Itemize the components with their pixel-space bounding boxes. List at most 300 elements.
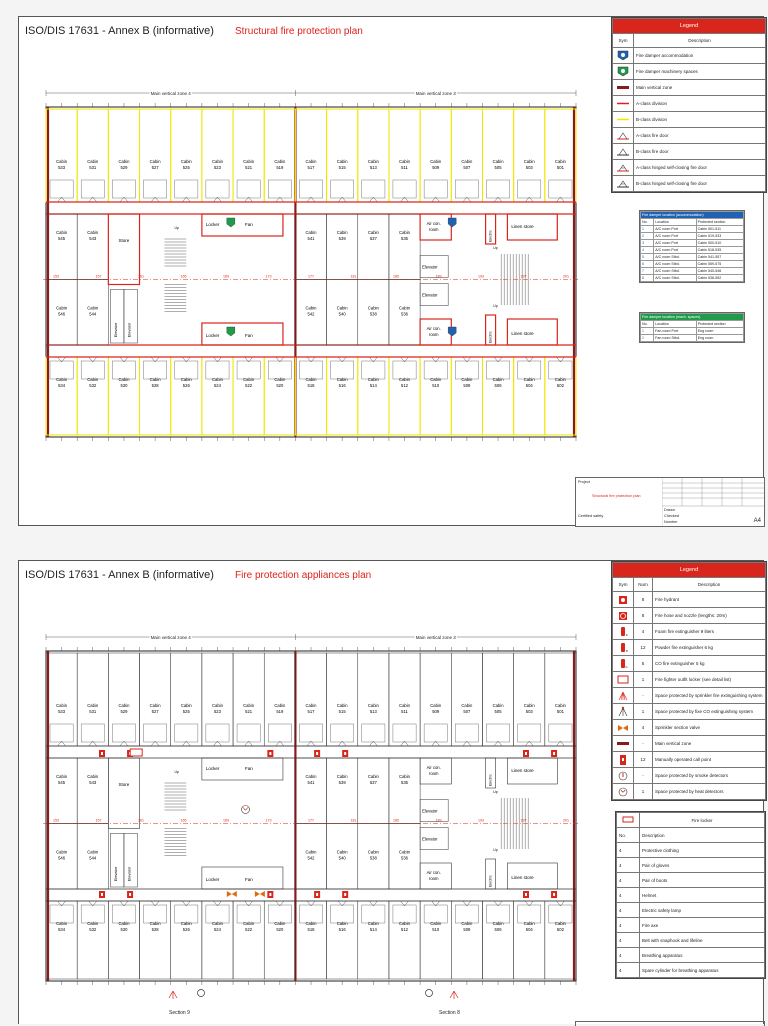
sprinkler-valve-icon bbox=[227, 891, 237, 897]
cabin-number: 533 bbox=[58, 165, 66, 170]
foam-extinguisher-icon bbox=[613, 624, 634, 640]
air-con-label: room bbox=[428, 332, 439, 337]
call-point-icon bbox=[613, 752, 634, 768]
cabin-label: Cabin bbox=[87, 774, 99, 779]
icon-detail bbox=[316, 893, 318, 896]
frame-number: 189 bbox=[435, 274, 442, 279]
cabin-number: 517 bbox=[307, 709, 315, 714]
table-row bbox=[617, 888, 765, 903]
legend-row bbox=[613, 128, 766, 144]
col-no: No. bbox=[617, 828, 640, 843]
cabin-label: Cabin bbox=[87, 305, 99, 311]
cabin-number: 502 bbox=[556, 383, 564, 388]
cabin-label: Cabin bbox=[87, 849, 99, 855]
locker-label: Locker bbox=[205, 877, 220, 882]
cell-desc: Helmet bbox=[640, 888, 765, 903]
cabin-label: Cabin bbox=[336, 305, 348, 311]
cabin-label: Cabin bbox=[87, 377, 99, 382]
cabin-label: Cabin bbox=[274, 159, 286, 164]
cabin-number: 524 bbox=[213, 383, 221, 388]
cabin-label: Cabin bbox=[149, 921, 161, 926]
cabin-outline bbox=[202, 109, 233, 202]
project-label: Project bbox=[578, 480, 590, 484]
fan-label: Fan bbox=[245, 877, 253, 882]
cell-desc: Protective clothing bbox=[640, 843, 765, 858]
cell-no: 4 bbox=[617, 873, 640, 888]
cabin-outline bbox=[108, 357, 139, 435]
appliances-legend bbox=[611, 561, 767, 801]
legend-desc: Foam fire extinguisher 9 liters bbox=[653, 624, 766, 640]
cabin-number: 510 bbox=[432, 383, 440, 388]
cabin-number: 509 bbox=[432, 709, 440, 714]
cabin-number: 518 bbox=[307, 927, 315, 932]
section-right-marker bbox=[426, 990, 461, 1017]
cabin-label: Cabin bbox=[87, 230, 99, 235]
fire-locker-icon bbox=[613, 672, 634, 688]
cell-loc: A/C room Port bbox=[654, 247, 696, 254]
cabin-number: 525 bbox=[182, 165, 190, 170]
legend-num: 1 bbox=[634, 704, 653, 720]
cabin-label: Cabin bbox=[243, 159, 255, 164]
sprinkler-icon bbox=[613, 688, 634, 704]
cabin-number: 524 bbox=[213, 927, 221, 932]
cabin-number: 542 bbox=[307, 855, 315, 861]
cabin-number: 534 bbox=[58, 383, 66, 388]
cabin-number: 532 bbox=[89, 927, 97, 932]
cabin-label: Cabin bbox=[399, 774, 411, 779]
cell-no: 1 bbox=[641, 328, 654, 335]
cabin-number: 515 bbox=[338, 165, 346, 170]
cabin-label: Cabin bbox=[118, 159, 130, 164]
icon-detail bbox=[344, 752, 346, 755]
cabin-label: Cabin bbox=[492, 921, 504, 926]
cabin-label: Cabin bbox=[399, 305, 411, 311]
cabin-outline bbox=[451, 109, 482, 202]
legend-row bbox=[613, 176, 766, 192]
section-right-label: Section 8 bbox=[439, 1010, 460, 1016]
table-row bbox=[641, 268, 744, 275]
cabin-label: Cabin bbox=[274, 921, 286, 926]
svg-text:C: C bbox=[625, 665, 628, 669]
fire-locker-icon bbox=[617, 813, 640, 828]
cabin-label: Cabin bbox=[87, 159, 99, 164]
cabin-label: Cabin bbox=[336, 703, 348, 708]
cabin-number: 508 bbox=[463, 927, 471, 932]
cell-no: 6 bbox=[641, 261, 654, 268]
sprinkler-valve-icon bbox=[255, 891, 265, 897]
cabin-label: Cabin bbox=[211, 159, 223, 164]
cell-no: 3 bbox=[641, 240, 654, 247]
store-label: Store bbox=[118, 782, 130, 787]
cabin-number: 523 bbox=[213, 165, 221, 170]
structural-legend bbox=[611, 17, 767, 193]
cabin-number: 509 bbox=[432, 165, 440, 170]
table-row bbox=[641, 328, 744, 335]
cell-no: 4 bbox=[617, 918, 640, 933]
main-vertical-zone-icon bbox=[613, 80, 634, 96]
cabin-number: 534 bbox=[58, 927, 66, 932]
legend-num: 1 bbox=[634, 784, 653, 800]
cabin-outline bbox=[451, 653, 482, 746]
cabin-label: Cabin bbox=[87, 921, 99, 926]
table-row bbox=[641, 275, 744, 282]
cabin-outline bbox=[451, 901, 482, 979]
cell-loc: A/C room Stbd. bbox=[654, 261, 696, 268]
legend-num: 5 bbox=[634, 656, 653, 672]
icon-detail bbox=[344, 893, 346, 896]
linen-label: Linen store bbox=[511, 224, 534, 229]
cabin-number: 508 bbox=[463, 383, 471, 388]
frame-number: 173 bbox=[265, 818, 272, 823]
cabin-label: Cabin bbox=[56, 230, 68, 235]
legend-desc: Main vertical zone bbox=[653, 736, 766, 752]
cabin-label: Cabin bbox=[305, 774, 317, 779]
linen-label: Linen store bbox=[511, 768, 534, 773]
legend-num: - bbox=[634, 736, 653, 752]
cabin-number: 519 bbox=[276, 709, 284, 714]
cabin-number: 506 bbox=[494, 383, 502, 388]
zone-3-label: Main vertical zone 3 bbox=[415, 635, 456, 640]
legend-desc: Fire hydrant bbox=[653, 592, 766, 608]
legend-desc: B-class fire door bbox=[634, 144, 766, 160]
cabin-outline bbox=[140, 901, 171, 979]
cell-no: 1 bbox=[641, 226, 654, 233]
frame-number: 197 bbox=[520, 818, 527, 823]
frame-number: 165 bbox=[180, 274, 187, 279]
cell-loc: A/C room Stbd. bbox=[654, 275, 696, 282]
cabin-number: 517 bbox=[307, 165, 315, 170]
cell-loc: A/C room Stbd. bbox=[654, 254, 696, 261]
cabin-outline bbox=[358, 109, 389, 202]
cabin-label: Cabin bbox=[367, 774, 379, 779]
icon-detail bbox=[553, 893, 555, 896]
cabin-label: Cabin bbox=[305, 230, 317, 235]
cabin-label: Cabin bbox=[367, 377, 379, 382]
legend-row bbox=[613, 624, 766, 640]
legend-num: 12 bbox=[634, 640, 653, 656]
cabin-outline bbox=[295, 901, 326, 979]
fire-hose-icon bbox=[613, 608, 634, 624]
cabin-outline bbox=[545, 901, 576, 979]
cabin-label: Cabin bbox=[211, 703, 223, 708]
icon-detail bbox=[553, 752, 555, 755]
cabin-outline bbox=[202, 901, 233, 979]
legend-num: - bbox=[634, 688, 653, 704]
icon-detail bbox=[525, 893, 527, 896]
cabin-label: Cabin bbox=[523, 703, 535, 708]
cabin-label: Cabin bbox=[523, 159, 535, 164]
frame-number: 161 bbox=[138, 274, 144, 279]
co2-extinguisher-icon bbox=[613, 656, 634, 672]
legend-desc: Powder fire extinguisher 6 kg bbox=[653, 640, 766, 656]
air-con-label: room bbox=[428, 771, 439, 776]
cabin-number: 520 bbox=[276, 383, 284, 388]
cabin-outline bbox=[482, 109, 513, 202]
cabin-outline bbox=[514, 109, 545, 202]
cabin-number: 541 bbox=[307, 780, 315, 785]
elevator-label: Elevator bbox=[113, 322, 119, 338]
cabin-label: Cabin bbox=[305, 703, 317, 708]
cabin-outline bbox=[420, 357, 451, 435]
a-class-hinged-door-icon bbox=[613, 160, 634, 176]
table-row bbox=[641, 254, 744, 261]
cell-prot: Cabin 501-511 bbox=[696, 226, 743, 233]
legend-title: Legend bbox=[613, 563, 766, 578]
elevator-label: Elevator bbox=[422, 264, 438, 270]
table-row bbox=[617, 903, 765, 918]
fire-locker-title: Fire locker bbox=[640, 813, 765, 828]
legend-desc: Space protected by smoke detectors bbox=[653, 768, 766, 784]
cabin-label: Cabin bbox=[305, 377, 317, 382]
cabin-label: Cabin bbox=[399, 159, 411, 164]
cabin-label: Cabin bbox=[399, 377, 411, 382]
legend-desc: Main vertical zone bbox=[634, 80, 766, 96]
table-row bbox=[617, 873, 765, 888]
cabin-label: Cabin bbox=[336, 159, 348, 164]
cabin-label: Cabin bbox=[180, 703, 192, 708]
number-label: Number bbox=[664, 520, 678, 524]
cabin-number: 530 bbox=[120, 383, 128, 388]
cabin-outline bbox=[202, 357, 233, 435]
cabin-outline bbox=[77, 109, 108, 202]
cabin-label: Cabin bbox=[118, 921, 130, 926]
cabin-number: 515 bbox=[338, 709, 346, 714]
cabin-outline bbox=[358, 901, 389, 979]
cabin-outline bbox=[140, 357, 171, 435]
legend-num: 1 bbox=[634, 672, 653, 688]
legend-row bbox=[613, 48, 766, 64]
cell-no: 7 bbox=[641, 268, 654, 275]
legend-num: 12 bbox=[634, 752, 653, 768]
cabin-label: Cabin bbox=[336, 774, 348, 779]
legend-desc: Space protected by sprinkler fire extinguishing system bbox=[653, 688, 766, 704]
fire-damper-icon bbox=[448, 327, 456, 336]
cabin-number: 503 bbox=[525, 709, 533, 714]
b-class-hinged-door-icon bbox=[613, 176, 634, 192]
cabin-label: Cabin bbox=[56, 703, 68, 708]
cabin-number: 520 bbox=[276, 927, 284, 932]
icon-detail bbox=[101, 893, 103, 896]
cabin-outline bbox=[171, 653, 202, 746]
table-row bbox=[641, 226, 744, 233]
sprinkler-valve-icon bbox=[613, 720, 634, 736]
icon-detail bbox=[129, 893, 131, 896]
cabin-outline bbox=[327, 109, 358, 202]
cabin-outline bbox=[140, 653, 171, 746]
elevator-label: Elevator bbox=[126, 866, 132, 882]
electric-locker-label: Electric bbox=[488, 774, 493, 786]
fan-label: Fan bbox=[245, 766, 253, 771]
cabin-number: 526 bbox=[182, 383, 190, 388]
legend-num: 8 bbox=[634, 608, 653, 624]
frame-number: 189 bbox=[435, 818, 442, 823]
frame-number: 153 bbox=[53, 818, 59, 823]
cabin-number: 522 bbox=[245, 927, 253, 932]
table-row bbox=[617, 843, 765, 858]
project-value: Structural fire protection plan bbox=[592, 494, 641, 498]
legend-row bbox=[613, 144, 766, 160]
cabin-number: 513 bbox=[369, 709, 377, 714]
fire-damper-machinery-icon bbox=[613, 64, 634, 80]
heat-detector-icon bbox=[242, 806, 250, 814]
svg-text:P: P bbox=[626, 649, 629, 653]
cabin-outline bbox=[233, 901, 264, 979]
cabin-number: 512 bbox=[401, 383, 409, 388]
icon-detail bbox=[101, 752, 103, 755]
icon-detail bbox=[316, 752, 318, 755]
cabin-label: Cabin bbox=[399, 703, 411, 708]
legend-col-desc: Description bbox=[634, 34, 766, 48]
cabin-label: Cabin bbox=[367, 703, 379, 708]
cabin-number: 502 bbox=[556, 927, 564, 932]
cell-loc: Fan room Stbd. bbox=[654, 335, 697, 342]
cabin-outline bbox=[264, 357, 295, 435]
cabin-label: Cabin bbox=[399, 921, 411, 926]
damper-acc-header: Fire damper location (accommodation) bbox=[641, 212, 744, 219]
legend-title: Legend bbox=[613, 19, 766, 34]
air-con-label: room bbox=[428, 227, 439, 232]
appliances-plan-sheet bbox=[18, 560, 764, 1024]
cabin-outline bbox=[233, 109, 264, 202]
cell-desc: Spare cylinder for breathing apparatus bbox=[640, 963, 765, 978]
cabin-outline bbox=[46, 653, 77, 746]
cabin-outline bbox=[77, 901, 108, 979]
locker-label: Locker bbox=[205, 222, 220, 227]
legend-desc: A-class hinged self-closing fire door bbox=[634, 160, 766, 176]
fire-damper-machinery-table bbox=[639, 312, 745, 343]
table-row bbox=[641, 240, 744, 247]
legend-row bbox=[613, 64, 766, 80]
cabin-label: Cabin bbox=[180, 159, 192, 164]
deck-plan-appliances bbox=[41, 631, 581, 1001]
col-location: Location bbox=[654, 321, 697, 328]
cabin-number: 518 bbox=[307, 383, 315, 388]
fire-locker-table bbox=[615, 811, 766, 979]
cabin-number: 539 bbox=[338, 236, 346, 241]
a-class-division-icon bbox=[613, 96, 634, 112]
cabin-label: Cabin bbox=[367, 230, 379, 235]
legend-num: - bbox=[634, 768, 653, 784]
zone-4-label: Main vertical zone 4 bbox=[150, 635, 191, 640]
cabin-label: Cabin bbox=[367, 921, 379, 926]
cell-prot: Cabin 541-557 bbox=[696, 254, 743, 261]
cabin-outline bbox=[389, 653, 420, 746]
cabin-label: Cabin bbox=[461, 921, 473, 926]
legend-col-sym: Sym bbox=[613, 578, 634, 592]
cabin-label: Cabin bbox=[336, 921, 348, 926]
cabin-outline bbox=[233, 653, 264, 746]
cabin-number: 542 bbox=[307, 311, 315, 317]
icon-detail bbox=[525, 752, 527, 755]
cabin-label: Cabin bbox=[243, 377, 255, 382]
cabin-outline bbox=[77, 357, 108, 435]
cabin-number: 521 bbox=[245, 709, 253, 714]
cabin-outline bbox=[420, 901, 451, 979]
cabin-outline bbox=[171, 901, 202, 979]
cabin-label: Cabin bbox=[336, 849, 348, 855]
air-con-label: Air con. bbox=[426, 870, 441, 875]
cabin-label: Cabin bbox=[336, 230, 348, 235]
cabin-label: Cabin bbox=[336, 377, 348, 382]
frame-number: 201 bbox=[563, 818, 569, 823]
zone-3-label: Main vertical zone 3 bbox=[415, 91, 456, 96]
cabin-label: Cabin bbox=[554, 921, 566, 926]
cabin-number: 546 bbox=[58, 311, 66, 317]
cabin-number: 531 bbox=[89, 709, 97, 714]
air-con-label: room bbox=[428, 876, 439, 881]
cabin-label: Cabin bbox=[211, 921, 223, 926]
legend-row bbox=[613, 768, 766, 784]
cabin-outline bbox=[420, 653, 451, 746]
main-vertical-zone-icon bbox=[613, 736, 634, 752]
cabin-outline bbox=[171, 109, 202, 202]
cabin-outline bbox=[108, 109, 139, 202]
elevator-label: Elevator bbox=[113, 866, 119, 882]
section-markers bbox=[159, 981, 499, 1025]
cabin-outline bbox=[171, 357, 202, 435]
cabin-number: 504 bbox=[525, 927, 533, 932]
electric-locker-label: Electric bbox=[488, 331, 493, 343]
cabin-outline bbox=[295, 109, 326, 202]
cabin-number: 501 bbox=[556, 165, 564, 170]
cabin-label: Cabin bbox=[243, 921, 255, 926]
cabin-label: Cabin bbox=[56, 849, 68, 855]
legend-row bbox=[613, 752, 766, 768]
linen-label: Linen store bbox=[511, 875, 534, 880]
cabin-number: 516 bbox=[338, 383, 346, 388]
legend-col-num: Num bbox=[634, 578, 653, 592]
cabin-label: Cabin bbox=[367, 849, 379, 855]
cell-desc: Breathing apparatus bbox=[640, 948, 765, 963]
cabin-outline bbox=[327, 901, 358, 979]
cabin-outline bbox=[482, 357, 513, 435]
cabin-number: 511 bbox=[401, 165, 408, 170]
legend-num: 4 bbox=[634, 624, 653, 640]
cabin-label: Cabin bbox=[118, 703, 130, 708]
cabin-label: Cabin bbox=[461, 159, 473, 164]
cabin-outline bbox=[46, 357, 77, 435]
cabin-number: 512 bbox=[401, 927, 409, 932]
cabin-number: 539 bbox=[338, 780, 346, 785]
cabin-label: Cabin bbox=[211, 377, 223, 382]
legend-row bbox=[613, 656, 766, 672]
legend-num: 4 bbox=[634, 720, 653, 736]
cabin-label: Cabin bbox=[180, 921, 192, 926]
cabin-outline bbox=[264, 109, 295, 202]
cell-prot: Cabin 519-533 bbox=[696, 233, 743, 240]
legend-desc: Space protected by heat detectors bbox=[653, 784, 766, 800]
cabin-number: 529 bbox=[120, 165, 128, 170]
air-con-label: Air con. bbox=[426, 765, 441, 770]
b-class-division-icon bbox=[613, 112, 634, 128]
plan-title: Fire protection appliances plan bbox=[235, 570, 372, 581]
cabin-label: Cabin bbox=[180, 377, 192, 382]
cabin-outline bbox=[451, 357, 482, 435]
frame-number: 169 bbox=[223, 274, 229, 279]
cabin-number: 535 bbox=[401, 780, 409, 785]
powder-extinguisher-icon bbox=[613, 640, 634, 656]
frame-number: 197 bbox=[520, 274, 527, 279]
cell-prot: Eng room bbox=[696, 328, 743, 335]
cabin-outline bbox=[108, 901, 139, 979]
cabin-number: 514 bbox=[369, 383, 377, 388]
cell-prot: Cabin 518-535 bbox=[696, 247, 743, 254]
fan-label: Fan bbox=[245, 222, 253, 227]
up-label: Up bbox=[493, 246, 498, 250]
cabin-label: Cabin bbox=[430, 377, 442, 382]
cabin-label: Cabin bbox=[118, 377, 130, 382]
cabin-number: 521 bbox=[245, 165, 253, 170]
